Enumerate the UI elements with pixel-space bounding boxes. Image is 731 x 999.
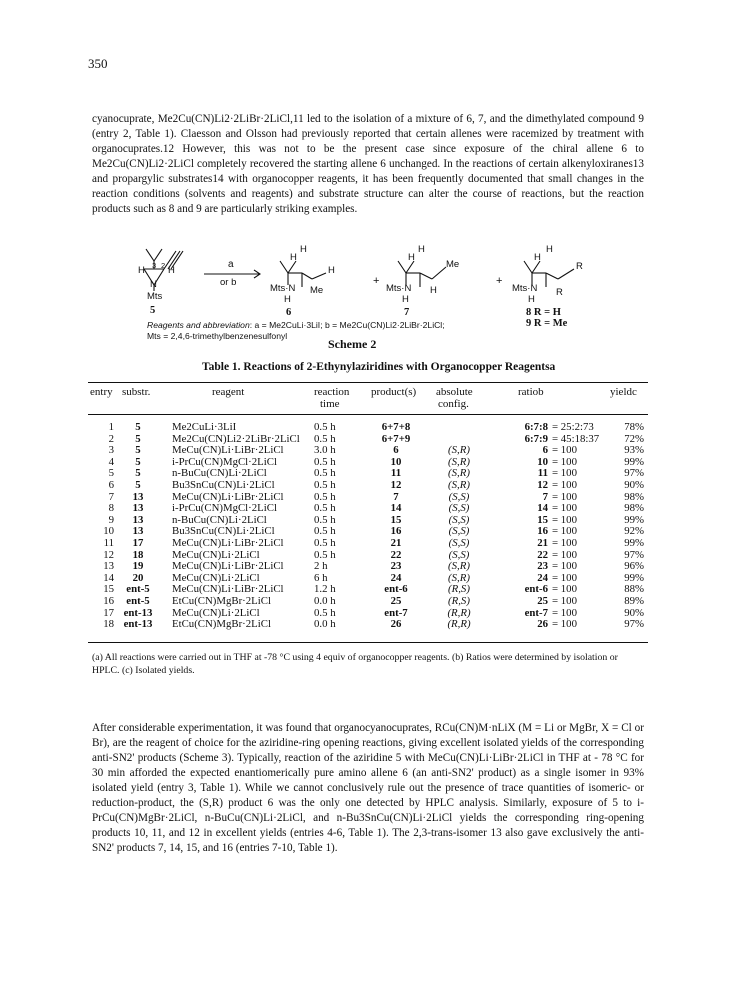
compound-label-6: 6 — [286, 307, 292, 318]
table-row — [88, 538, 648, 550]
cell-substrate: ent-13 — [123, 618, 153, 631]
cell-yield: 99% — [624, 571, 644, 584]
cell-entry: 3 — [108, 444, 114, 457]
cell-entry: 4 — [108, 455, 114, 468]
cell-reagent: MeCu(CN)Li·LiBr·2LiCl — [172, 560, 284, 573]
cell-ratio-compound: 10 — [537, 455, 548, 468]
cell-ratio-compound: 14 — [537, 502, 548, 515]
cell-ratio-compound: 26 — [537, 618, 548, 631]
table-row — [88, 619, 648, 631]
cell-config: (R,R) — [447, 606, 471, 619]
cell-ratio-value: = 45:18:37 — [552, 432, 600, 445]
cell-time: 0.5 h — [314, 467, 336, 480]
table-row — [88, 480, 648, 492]
cell-config: (S,R) — [448, 467, 470, 480]
cell-ratio-value: = 100 — [552, 560, 577, 573]
cell-substrate: 5 — [135, 478, 141, 491]
cell-ratio-compound: 15 — [537, 513, 548, 526]
compound-label-8: 8 R = H — [526, 307, 561, 318]
cell-reagent: MeCu(CN)Li·2LiCl — [172, 548, 260, 561]
cell-time: 0.5 h — [314, 478, 336, 491]
cell-ratio-value: = 25:2:73 — [552, 421, 594, 433]
cell-products: 10 — [390, 455, 402, 468]
cell-substrate: 18 — [132, 548, 144, 561]
cell-config: (R,S) — [448, 583, 470, 596]
cell-yield: 97% — [624, 618, 644, 631]
plus-sign: + — [496, 275, 503, 287]
cell-reagent: MeCu(CN)Li·LiBr·2LiCl — [172, 536, 284, 549]
cell-ratio-compound: 6 — [542, 444, 548, 457]
cell-entry: 9 — [108, 513, 114, 526]
cell-yield: 98% — [624, 490, 644, 503]
cell-config: (S,R) — [448, 444, 470, 457]
atom-label-me: Me — [310, 285, 324, 296]
header-time-1: reaction — [314, 386, 350, 398]
cell-entry: 10 — [103, 525, 114, 538]
cell-config: (S,S) — [448, 525, 470, 538]
header-config-2: config. — [438, 398, 469, 410]
body-paragraph-2: After considerable experimentation, it was found that organocyanocuprates, RCu(CN)M·nLiX (M = Li or MgBr, X = Cl or Br), are the reagent of choice for the aziridine-ring opening reactions, giving excellent isolated yields of the corresponding anti-SN2' products (Scheme 3). Typically, reaction of the aziridine 5 with MeCu(CN)Li·LiBr·2LiCl in THF at - 78 °C for 30 min afforded the expected enantiomerically pure amino allene 6 (an anti-SN2' product) as a single isomer in 93% isolated yield (entry 3, Table 1). While we cannot conclusively rule out the presence of trace quantities of isomeric- or reduction-product, the (S,R) product 6 was the only one detected by HPLC analysis. Similarly, exposure of 5 to i-PrCu(CN)MgBr·2LiCl, n-BuCu(CN)Li·2LiCl, and n-Bu3SnCu(CN)Li·2LiCl yields the corresponding ring-opening products 10, 11, and 12 in excellent yields (entries 4-6, Table 1). The 2,3-trans-isomer 13 also gave exclusively the anti-SN2' products 7, 14, 15, and 16 (entries 7-10, Table 1). — [92, 722, 644, 854]
cell-reagent: i-PrCu(CN)MgCl·2LiCl — [172, 455, 277, 468]
cell-time: 0.5 h — [314, 513, 336, 526]
cell-config: (S,S) — [448, 513, 470, 526]
table-body — [88, 422, 648, 631]
cell-ratio-compound: 22 — [537, 548, 548, 561]
header-reagent: reagent — [212, 386, 245, 398]
mts-definition: Mts = 2,4,6-trimethylbenzenesulfonyl — [147, 331, 288, 341]
cell-ratio-compound: 24 — [537, 571, 548, 584]
cell-time: 0.5 h — [314, 455, 336, 468]
cell-config: (S,R) — [448, 571, 470, 584]
cell-ratio-compound: 23 — [537, 560, 548, 573]
cell-reagent: MeCu(CN)Li·LiBr·2LiCl — [172, 444, 284, 457]
cell-config: (S,S) — [448, 536, 470, 549]
atom-label-mts-n: Mts·N — [512, 283, 538, 294]
cell-yield: 89% — [624, 594, 644, 607]
cell-entry: 7 — [108, 490, 114, 503]
atom-label-h: H — [418, 244, 425, 255]
cell-entry: 6 — [108, 478, 114, 491]
cell-time: 0.5 h — [314, 502, 336, 515]
header-substr: substr. — [122, 386, 151, 398]
atom-label-h: H — [328, 265, 335, 276]
cell-time: 0.5 h — [314, 606, 336, 619]
cell-products: 23 — [390, 560, 402, 573]
table-header-rule — [88, 414, 648, 415]
atom-label-me: Me — [446, 259, 460, 270]
atom-label-h: H — [546, 244, 553, 255]
cell-yield: 88% — [624, 583, 644, 596]
atom-label-mts: Mts — [147, 291, 163, 302]
cell-reagent: n-BuCu(CN)Li·2LiCl — [172, 513, 267, 526]
cell-time: 0.5 h — [314, 490, 336, 503]
cell-time: 0.5 h — [314, 548, 336, 561]
cell-entry: 12 — [103, 548, 114, 561]
cell-reagent: MeCu(CN)Li·2LiCl — [172, 571, 260, 584]
cell-time: 0.5 h — [314, 421, 336, 433]
cell-substrate: 17 — [132, 536, 144, 549]
table-row — [88, 422, 648, 434]
cell-ratio-compound: ent-7 — [524, 606, 548, 619]
cell-reagent: Bu3SnCu(CN)Li·2LiCl — [172, 525, 275, 538]
cell-reagent: MeCu(CN)Li·2LiCl — [172, 606, 260, 619]
cell-time: 2 h — [314, 560, 328, 573]
cell-products: 6+7+9 — [381, 432, 411, 445]
reagents-text: : a = Me2CuLi·3LiI; b = Me2Cu(CN)Li2·2LiBr·2LiCl; — [249, 320, 445, 330]
cell-products: 25 — [390, 594, 402, 607]
cell-config: (R,S) — [448, 594, 470, 607]
atom-label-h: H — [528, 294, 535, 305]
cell-ratio-compound: 21 — [537, 536, 548, 549]
cell-ratio-compound: 25 — [537, 594, 548, 607]
table-bottom-rule — [88, 642, 648, 643]
cell-yield: 98% — [624, 502, 644, 515]
cell-products: 26 — [390, 618, 402, 631]
atom-label-h: H — [168, 265, 175, 276]
cell-entry: 14 — [103, 571, 114, 584]
cell-config: (S,R) — [448, 478, 470, 491]
cell-reagent: Me2CuLi·3LiI — [172, 421, 237, 433]
cell-products: 6+7+8 — [381, 421, 411, 433]
cell-ratio-value: = 100 — [552, 467, 577, 480]
cell-ratio-value: = 100 — [552, 455, 577, 468]
atom-label-2: 2 — [161, 261, 166, 270]
header-products: product(s) — [371, 386, 417, 398]
atom-label-h: H — [284, 294, 291, 305]
cell-ratio-value: = 100 — [552, 444, 577, 457]
cell-entry: 13 — [103, 560, 114, 573]
cell-entry: 15 — [103, 583, 114, 596]
cell-substrate: 13 — [132, 513, 144, 526]
cell-substrate: 5 — [135, 432, 141, 445]
cell-yield: 97% — [624, 548, 644, 561]
cell-yield: 90% — [624, 478, 644, 491]
header-time-2: time — [320, 398, 340, 410]
atom-label-3: 3 — [152, 261, 157, 270]
cell-substrate: 13 — [132, 490, 144, 503]
cell-time: 6 h — [314, 571, 328, 584]
cell-products: 16 — [390, 525, 402, 538]
cell-products: ent-7 — [384, 606, 408, 619]
header-ratio: ratiob — [518, 386, 544, 398]
cell-substrate: 13 — [132, 502, 144, 515]
cell-products: 11 — [390, 467, 402, 480]
header-yield: yieldc — [610, 386, 637, 398]
atom-label-h: H — [534, 252, 541, 263]
cell-config: (S,R) — [448, 455, 470, 468]
cell-ratio-compound: ent-6 — [524, 583, 548, 596]
cell-ratio-value: = 100 — [552, 513, 577, 526]
cell-config: (S,S) — [448, 490, 470, 503]
cell-ratio-value: = 100 — [552, 525, 577, 538]
cell-substrate: 5 — [135, 455, 141, 468]
scheme-caption: Scheme 2 — [328, 337, 377, 351]
atom-label-r: R — [576, 261, 583, 272]
cell-yield: 99% — [624, 536, 644, 549]
cell-config: (S,S) — [448, 548, 470, 561]
cell-time: 0.5 h — [314, 432, 336, 445]
cell-time: 1.2 h — [314, 583, 336, 596]
cell-reagent: Me2Cu(CN)Li2·2LiBr·2LiCl — [172, 432, 300, 445]
cell-reagent: i-PrCu(CN)MgCl·2LiCl — [172, 502, 277, 515]
cell-ratio-value: = 100 — [552, 594, 577, 607]
cell-ratio-value: = 100 — [552, 536, 577, 549]
cell-ratio-compound: 6:7:9 — [524, 432, 548, 445]
cell-products: 15 — [390, 513, 402, 526]
table-footnote: (a) All reactions were carried out in THF at -78 °C using 4 equiv of organocopper reagents. (b) Ratios were determined by isolation or HPLC. (c) Isolated yields. — [92, 652, 618, 676]
cell-yield: 96% — [624, 560, 644, 573]
cell-reagent: Bu3SnCu(CN)Li·2LiCl — [172, 478, 275, 491]
cell-products: ent-6 — [384, 583, 408, 596]
compound-label-7: 7 — [404, 307, 410, 318]
cell-ratio-compound: 11 — [537, 467, 548, 480]
cell-reagent: EtCu(CN)MgBr·2LiCl — [172, 618, 271, 631]
header-entry: entry — [90, 386, 113, 398]
cell-reagent: MeCu(CN)Li·LiBr·2LiCl — [172, 583, 284, 596]
cell-substrate: 19 — [132, 560, 144, 573]
compound-label-9: 9 R = Me — [526, 318, 568, 329]
cell-time: 0.5 h — [314, 536, 336, 549]
atom-label-r: R — [556, 287, 563, 298]
cell-substrate: ent-5 — [126, 594, 150, 607]
cell-ratio-compound: 6:7:8 — [524, 421, 548, 433]
cell-ratio-value: = 100 — [552, 548, 577, 561]
cell-yield: 72% — [624, 432, 644, 445]
atom-label-mts-n: Mts·N — [270, 283, 296, 294]
cell-yield: 97% — [624, 467, 644, 480]
table-top-rule — [88, 382, 648, 383]
cell-yield: 99% — [624, 513, 644, 526]
cell-ratio-compound: 16 — [537, 525, 548, 538]
cell-substrate: 5 — [135, 444, 141, 457]
cell-time: 0.5 h — [314, 525, 336, 538]
cell-yield: 99% — [624, 455, 644, 468]
table-row — [88, 561, 648, 573]
page-number: 350 — [88, 56, 108, 71]
cell-yield: 78% — [624, 421, 644, 433]
atom-label-h: H — [408, 252, 415, 263]
cell-reagent: n-BuCu(CN)Li·2LiCl — [172, 467, 267, 480]
cell-time: 0.0 h — [314, 594, 336, 607]
cell-yield: 90% — [624, 606, 644, 619]
cell-entry: 11 — [103, 536, 114, 549]
cell-substrate: 13 — [132, 525, 144, 538]
header-config-1: absolute — [436, 386, 473, 398]
atom-label-h: H — [138, 265, 145, 276]
cell-time: 0.0 h — [314, 618, 336, 631]
cell-ratio-value: = 100 — [552, 490, 577, 503]
cell-substrate: 20 — [132, 571, 144, 584]
cell-ratio-value: = 100 — [552, 478, 577, 491]
plus-sign: + — [373, 275, 380, 287]
cell-ratio-value: = 100 — [552, 502, 577, 515]
cell-reagent: MeCu(CN)Li·LiBr·2LiCl — [172, 490, 284, 503]
cell-products: 12 — [390, 478, 402, 491]
cell-products: 7 — [393, 490, 399, 503]
cell-config: (S,S) — [448, 502, 470, 515]
cell-config: (R,R) — [447, 618, 471, 631]
cell-yield: 92% — [624, 525, 644, 538]
cell-substrate: ent-13 — [123, 606, 153, 619]
cell-ratio-value: = 100 — [552, 583, 577, 596]
cell-substrate: 5 — [135, 421, 141, 433]
cell-substrate: 5 — [135, 467, 141, 480]
cell-products: 6 — [393, 444, 399, 457]
arrow-label-a: a — [228, 259, 234, 270]
atom-label-h: H — [430, 285, 437, 296]
cell-yield: 93% — [624, 444, 644, 457]
atom-label-n: N — [150, 279, 157, 290]
cell-entry: 2 — [108, 432, 114, 445]
cell-entry: 18 — [103, 618, 114, 631]
scheme-drawing — [140, 239, 640, 319]
table-caption: Table 1. Reactions of 2-Ethynylaziridines with Organocopper Reagentsa — [202, 361, 556, 373]
cell-products: 14 — [390, 502, 402, 515]
arrow-label-or-b: or b — [220, 277, 237, 288]
cell-entry: 5 — [108, 467, 114, 480]
cell-ratio-value: = 100 — [552, 571, 577, 584]
atom-label-h: H — [300, 244, 307, 255]
cell-entry: 1 — [108, 421, 114, 433]
table-row — [88, 503, 648, 515]
reagents-prefix: Reagents and abbreviation — [147, 320, 250, 330]
atom-label-h: H — [290, 252, 297, 263]
cell-ratio-compound: 7 — [542, 490, 548, 503]
atom-label-h: H — [402, 294, 409, 305]
cell-products: 24 — [390, 571, 402, 584]
compound-label-5: 5 — [150, 305, 156, 316]
atom-label-mts-n: Mts·N — [386, 283, 412, 294]
cell-time: 3.0 h — [314, 444, 336, 457]
cell-ratio-value: = 100 — [552, 606, 577, 619]
cell-entry: 8 — [108, 502, 114, 515]
table-row — [88, 596, 648, 608]
cell-products: 22 — [390, 548, 402, 561]
cell-config: (S,R) — [448, 560, 470, 573]
body-paragraph-1: cyanocuprate, Me2Cu(CN)Li2·2LiBr·2LiCl,11 led to the isolation of a mixture of 6, 7, and the dimethylated compound 9 (entry 2, Table 1). Claesson and Olsson had previously reported that certain allenes were racemized by treatment with organocuprates.12 However, this was not to be the present case since exposure of the chiral allene 6 to Me2Cu(CN)Li2·2LiCl completely recovered the starting allene 6 unchanged. In the reactions of certain alkenyloxiranes13 and propargylic substrates14 with organocopper reagents, it has been frequently documented that small changes in the reaction conditions (solvents and reagents) and substrate structure can alter the course of reactions, but the reaction products such as 8 and 9 are particularly striking examples. — [92, 113, 644, 215]
cell-ratio-value: = 100 — [552, 618, 577, 631]
cell-entry: 16 — [103, 594, 114, 607]
cell-products: 21 — [390, 536, 402, 549]
cell-reagent: EtCu(CN)MgBr·2LiCl — [172, 594, 271, 607]
cell-entry: 17 — [103, 606, 114, 619]
cell-ratio-compound: 12 — [537, 478, 548, 491]
cell-substrate: ent-5 — [126, 583, 150, 596]
